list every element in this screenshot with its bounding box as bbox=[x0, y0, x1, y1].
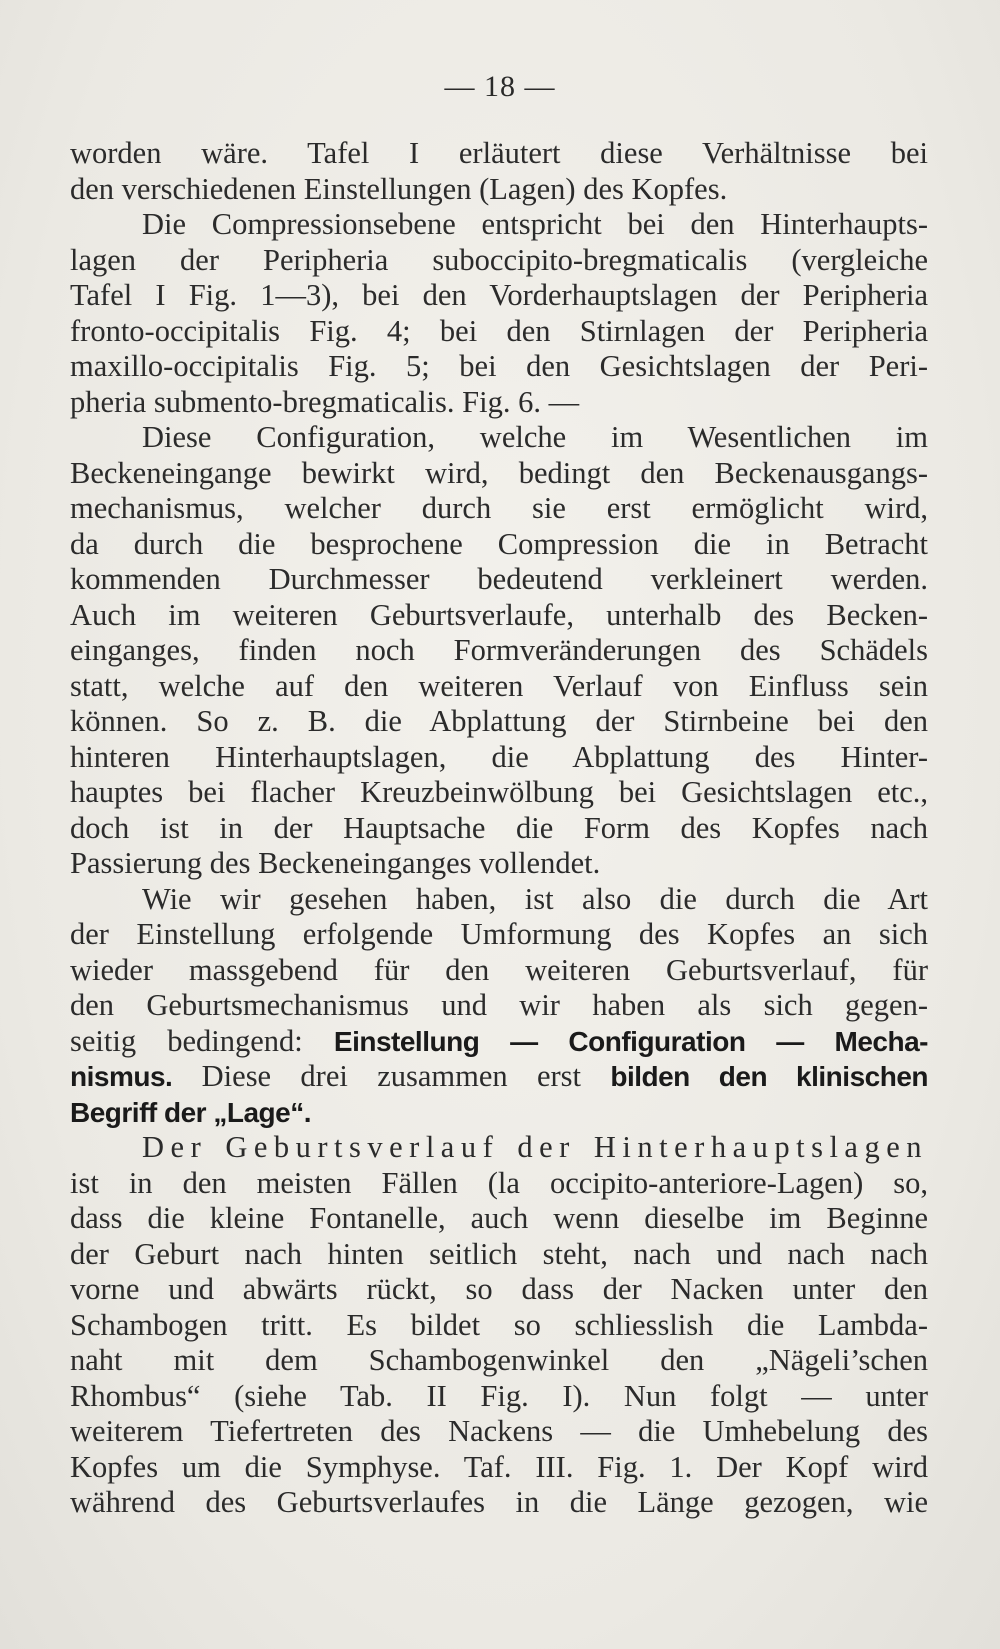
text-line bbox=[70, 1237, 928, 1273]
line-text: Tafel I Fig. 1—3), bei den Vorderhauptslagen der Peripheria bbox=[70, 278, 928, 312]
text-line bbox=[70, 1343, 928, 1379]
text-line bbox=[70, 988, 928, 1024]
text-line bbox=[70, 1024, 928, 1060]
line-text: seitig bedingend: bbox=[70, 1023, 334, 1058]
line-text: weiterem Tiefertreten des Nackens — die Umhebelung des bbox=[70, 1414, 928, 1448]
line-text: ist in den meisten Fällen (la occipito-anteriore-Lagen) so, bbox=[70, 1165, 928, 1200]
line-text: den Geburtsmechanismus und wir haben als sich gegen- bbox=[70, 988, 928, 1022]
text-line bbox=[70, 882, 928, 918]
line-text: lagen der Peripheria suboccipito-bregmaticalis (vergleiche bbox=[70, 242, 928, 277]
text-line bbox=[70, 740, 928, 776]
text-line bbox=[70, 598, 928, 634]
line-text: kommenden Durchmesser bedeutend verkleinert werden. bbox=[70, 562, 928, 596]
bold-text: bilden den klinischen bbox=[610, 1061, 928, 1092]
page-number: — 18 — bbox=[444, 70, 556, 103]
text-line bbox=[70, 314, 928, 350]
line-text: können. So z. B. die Abplattung der Stirnbeine bei den bbox=[70, 704, 928, 738]
line-text: der Einstellung erfolgende Umformung des Kopfes an sich bbox=[70, 917, 928, 951]
text-line bbox=[70, 1059, 928, 1095]
text-line bbox=[70, 1308, 928, 1344]
text-line bbox=[70, 1272, 928, 1308]
body-text bbox=[70, 136, 928, 1521]
line-text: doch ist in der Hauptsache die Form des Kopfes nach bbox=[70, 810, 928, 845]
line-text: einganges, finden noch Formveränderungen des Schädels bbox=[70, 633, 928, 667]
bold-text: Begriff der „Lage“. bbox=[70, 1096, 311, 1128]
text-line bbox=[70, 775, 928, 811]
text-line bbox=[70, 207, 928, 243]
bold-text: nismus. bbox=[70, 1061, 173, 1092]
text-line bbox=[70, 1166, 928, 1202]
text-line bbox=[70, 562, 928, 598]
line-text: mechanismus, welcher durch sie erst ermöglicht wird, bbox=[70, 491, 928, 525]
text-line bbox=[70, 278, 928, 314]
text-line bbox=[70, 349, 928, 385]
text-line bbox=[70, 846, 928, 882]
line-text: der Geburt nach hinten seitlich steht, nach und nach nach bbox=[70, 1236, 928, 1271]
line-text: Schambogen tritt. Es bildet so schliesslish die Lambda- bbox=[70, 1307, 928, 1342]
text-line bbox=[70, 243, 928, 279]
text-line bbox=[70, 491, 928, 527]
text-line bbox=[70, 1414, 928, 1450]
line-text: Wie wir gesehen haben, ist also die durch die Art bbox=[142, 881, 928, 916]
line-text: wieder massgebend für den weiteren Geburtsverlauf, für bbox=[70, 952, 928, 987]
line-text: Diese drei zusammen erst bbox=[172, 1059, 611, 1093]
text-line bbox=[70, 136, 928, 172]
text-line bbox=[70, 527, 928, 563]
line-text: Diese Configuration, welche im Wesentlichen im bbox=[142, 420, 928, 454]
text-line bbox=[70, 1130, 928, 1166]
text-line bbox=[70, 385, 928, 421]
bold-text: Einstellung — Configuration — Mecha- bbox=[333, 1025, 928, 1057]
text-line bbox=[70, 953, 928, 989]
text-line bbox=[70, 669, 928, 705]
text-line bbox=[70, 172, 928, 208]
line-text: Die Compressionsebene entspricht bei den Hinterhaupts- bbox=[142, 207, 928, 241]
text-line bbox=[70, 917, 928, 953]
line-text: statt, welche auf den weiteren Verlauf von Einfluss sein bbox=[70, 668, 928, 703]
line-text: vorne und abwärts rückt, so dass der Nacken unter den bbox=[70, 1272, 928, 1306]
line-text: pheria submento-bregmaticalis. Fig. 6. — bbox=[70, 384, 580, 419]
text-line bbox=[70, 633, 928, 669]
line-text: den verschiedenen Einstellungen (Lagen) des Kopfes. bbox=[70, 171, 728, 206]
line-text: während des Geburtsverlaufes in die Länge gezogen, wie bbox=[70, 1485, 928, 1519]
line-text: fronto-occipitalis Fig. 4; bei den Stirnlagen der Peripheria bbox=[70, 313, 928, 348]
line-text: da durch die besprochene Compression die in Betracht bbox=[70, 526, 928, 561]
spaced-heading-text: Der Geburtsverlauf der Hinterhauptslagen bbox=[142, 1130, 928, 1164]
text-line bbox=[70, 1095, 928, 1131]
line-text: hauptes bei flacher Kreuzbeinwölbung bei Gesichtslagen etc., bbox=[70, 775, 928, 809]
line-text: Kopfes um die Symphyse. Taf. III. Fig. 1. Der Kopf wird bbox=[70, 1449, 928, 1484]
line-text: hinteren Hinterhauptslagen, die Abplattung des Hinter- bbox=[70, 739, 928, 774]
text-line bbox=[70, 1485, 928, 1521]
text-line bbox=[70, 704, 928, 740]
line-text: Beckeneingange bewirkt wird, bedingt den Beckenausgangs- bbox=[70, 455, 928, 490]
text-line bbox=[70, 420, 928, 456]
line-text: naht mit dem Schambogenwinkel den „Nägeli’schen bbox=[70, 1343, 928, 1377]
text-line bbox=[70, 811, 928, 847]
text-line bbox=[70, 456, 928, 492]
line-text: Rhombus“ (siehe Tab. II Fig. I). Nun folgt — unter bbox=[70, 1378, 928, 1413]
line-text: maxillo-occipitalis Fig. 5; bei den Gesichtslagen der Peri- bbox=[70, 349, 928, 383]
line-text: Auch im weiteren Geburtsverlaufe, unterhalb des Becken- bbox=[70, 597, 928, 632]
text-line bbox=[70, 1379, 928, 1415]
line-text: Passierung des Beckeneinganges vollendet. bbox=[70, 846, 601, 880]
text-line bbox=[70, 1450, 928, 1486]
line-text: dass die kleine Fontanelle, auch wenn dieselbe im Beginne bbox=[70, 1201, 928, 1235]
text-line bbox=[70, 1201, 928, 1237]
line-text: worden wäre. Tafel I erläutert diese Verhältnisse bei bbox=[70, 136, 928, 170]
